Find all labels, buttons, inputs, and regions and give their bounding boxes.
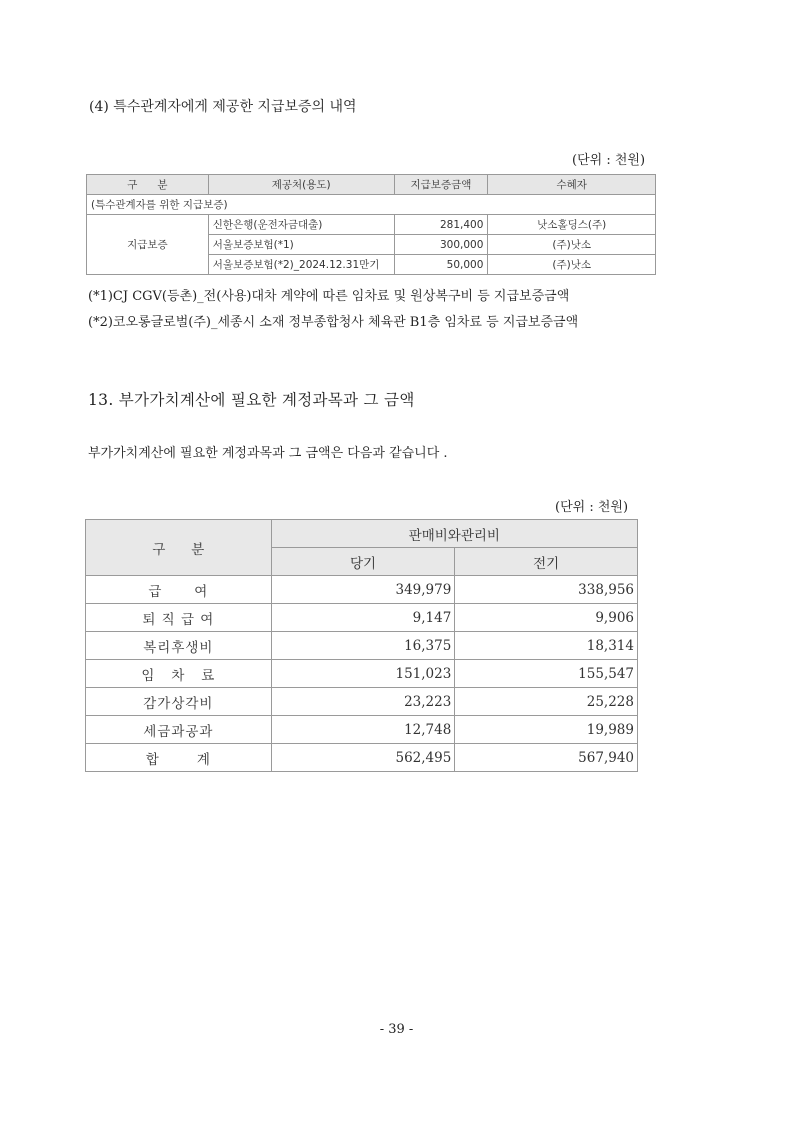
beneficiary-cell: (주)낫소 [488,255,656,275]
amount-cell: 300,000 [394,235,488,255]
prior-value: 18,314 [455,632,638,660]
group-header: 판매비와관리비 [271,520,637,548]
prior-value: 25,228 [455,688,638,716]
column-header: 지급보증금액 [394,175,488,195]
footnote-1: (*1)CJ CGV(등촌)_전(사용)대차 계약에 따른 임차료 및 원상복구비 등 지급보증금액 [88,289,570,304]
current-value: 16,375 [271,632,455,660]
prior-value: 338,956 [455,576,638,604]
column-header: 구 분 [86,520,272,576]
page-number: - 39 - [379,1022,414,1037]
current-value: 151,023 [271,660,455,688]
category-cell: 지급보증 [87,215,209,275]
prior-value: 567,940 [455,744,638,772]
current-value: 23,223 [271,688,455,716]
table-group-row [87,195,656,215]
section-paragraph: 부가가치계산에 필요한 계정과목과 그 금액은 다음과 같습니다 . [88,446,448,461]
column-header: 수혜자 [488,175,656,195]
amount-cell: 50,000 [394,255,488,275]
beneficiary-cell: (주)낫소 [488,235,656,255]
column-header: 구 분 [87,175,209,195]
column-header: 전기 [455,548,638,576]
value-added-table [85,519,638,772]
prior-value: 155,547 [455,660,638,688]
footnote-2: (*2)코오롱글로벌(주)_세종시 소재 정부종합청사 체육관 B1층 임차료 등 지급보증금액 [88,315,579,330]
row-label: 임 차 료 [86,660,272,688]
table-row [86,660,638,688]
row-label: 퇴 직 급 여 [86,604,272,632]
table-row [87,215,656,235]
column-header: 제공처(용도) [208,175,394,195]
beneficiary-cell: 낫소홀딩스(주) [488,215,656,235]
provider-cell: 신한은행(운전자금대출) [208,215,394,235]
prior-value: 19,989 [455,716,638,744]
row-label: 감가상각비 [86,688,272,716]
row-label: 합 계 [86,744,272,772]
row-label: 복리후생비 [86,632,272,660]
current-value: 562,495 [271,744,455,772]
current-value: 9,147 [271,604,455,632]
prior-value: 9,906 [455,604,638,632]
current-value: 349,979 [271,576,455,604]
column-header: 당기 [271,548,455,576]
section-heading-guarantees: (4) 특수관계자에게 제공한 지급보증의 내역 [89,99,357,115]
unit-label: (단위 : 천원) [572,153,646,168]
row-label: 세금과공과 [86,716,272,744]
provider-cell: 서울보증보험(*1) [208,235,394,255]
table-row [86,688,638,716]
section-heading-value-added: 13. 부가가치계산에 필요한 계정과목과 그 금액 [88,391,415,409]
table-row [86,716,638,744]
table-total-row [86,744,638,772]
group-label: (특수관계자를 위한 지급보증) [87,195,656,215]
table-row [86,604,638,632]
table-row [86,576,638,604]
table-header-row [87,175,656,195]
current-value: 12,748 [271,716,455,744]
unit-label: (단위 : 천원) [555,500,629,515]
table-row [86,632,638,660]
amount-cell: 281,400 [394,215,488,235]
guarantee-table [86,174,656,275]
row-label: 급 여 [86,576,272,604]
table-header-row [86,520,638,548]
provider-cell: 서울보증보험(*2)_2024.12.31만기 [208,255,394,275]
